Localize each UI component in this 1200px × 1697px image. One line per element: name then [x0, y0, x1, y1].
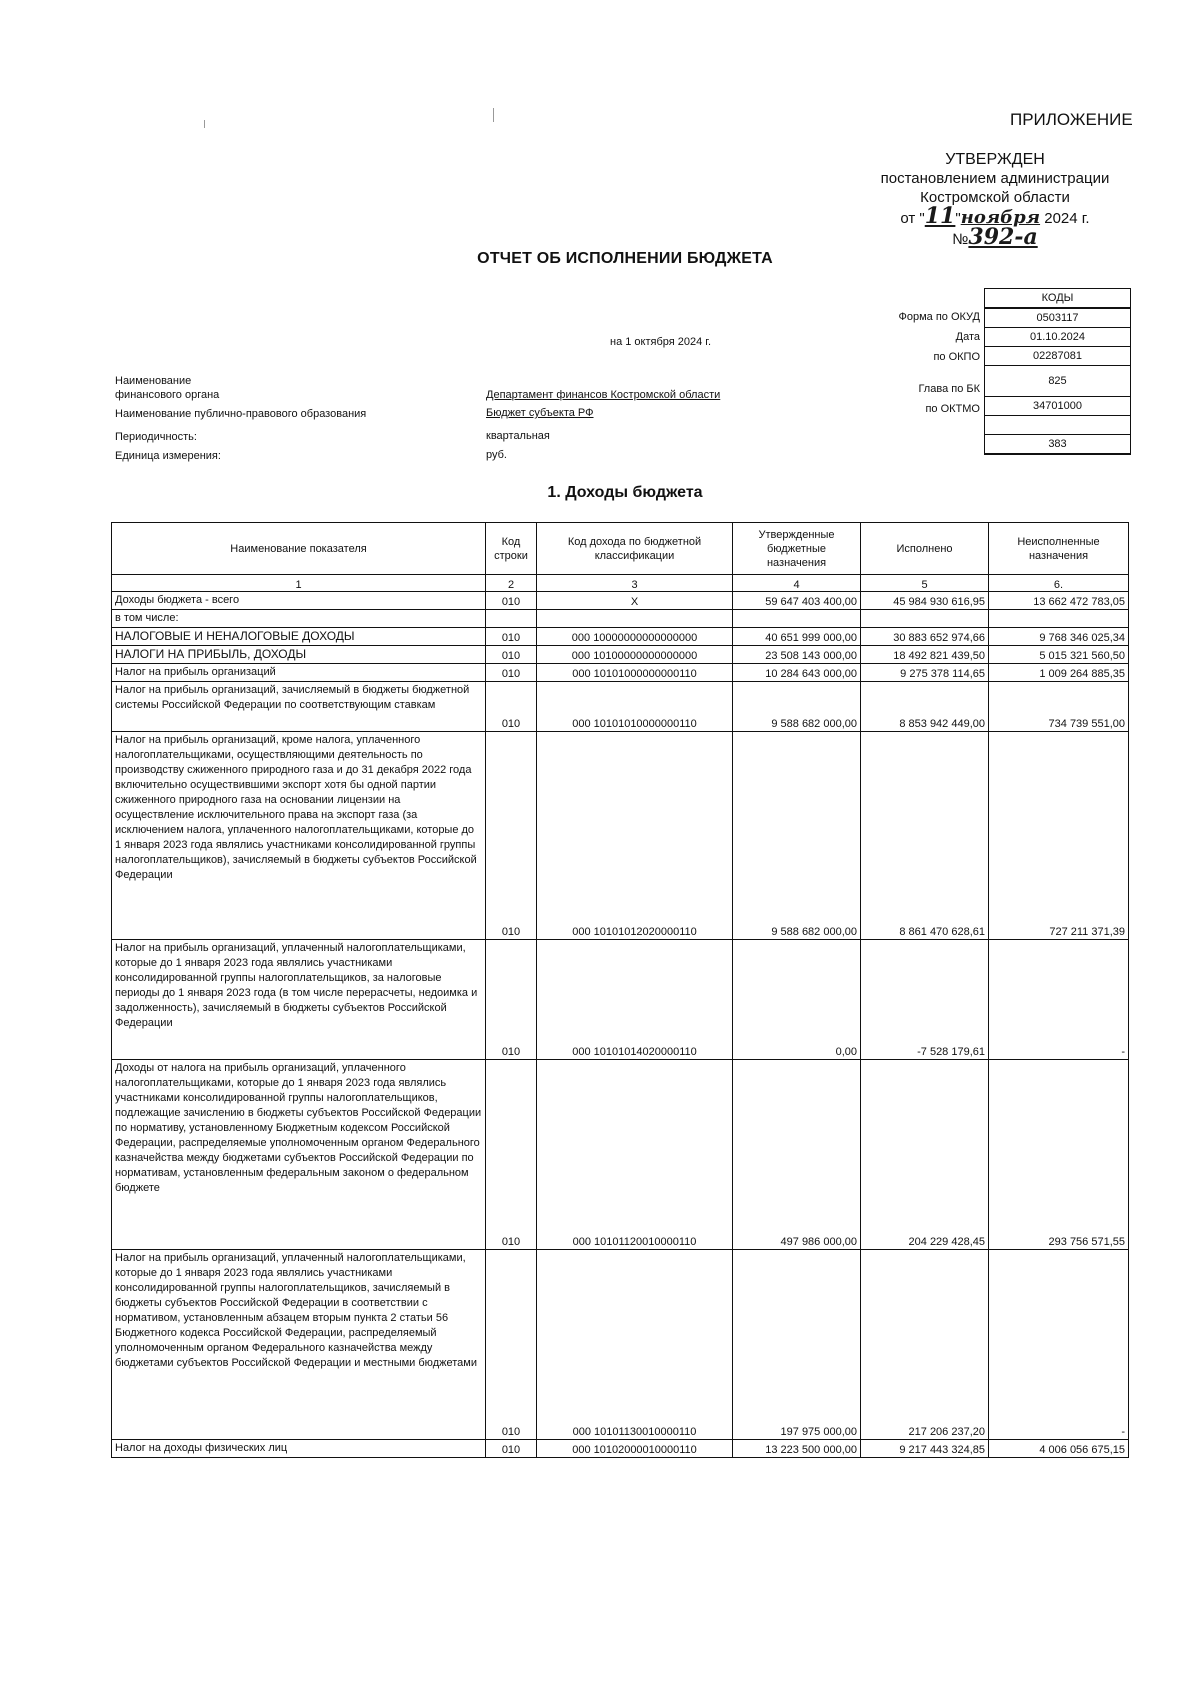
table-row — [112, 940, 1129, 1060]
col-header-approved: Утвержденные бюджетные назначения — [733, 523, 861, 575]
row-line-code: 010 — [486, 940, 537, 1060]
col-header-unexecuted: Неисполненные назначения — [989, 523, 1129, 575]
row-name: в том числе: — [112, 610, 486, 628]
row-unexecuted: 734 739 551,00 — [989, 682, 1129, 732]
unit-label: Единица измерения: — [115, 450, 221, 462]
row-unexecuted: 4 006 056 675,15 — [989, 1440, 1129, 1458]
row-line-code: 010 — [486, 646, 537, 664]
row-name: Налог на прибыль организаций — [112, 664, 486, 682]
fin-body-label — [115, 374, 219, 402]
table-row — [112, 1060, 1129, 1250]
row-name: Налог на прибыль организаций, зачисляемый в бюджеты бюджетной системы Российской Федерации по соответствующим ставкам — [112, 682, 486, 732]
table-row — [112, 682, 1129, 732]
col-number: 4 — [733, 575, 861, 592]
fin-body-label-line2: финансового органа — [115, 389, 220, 401]
col-number: 2 — [486, 575, 537, 592]
section-title: 1. Доходы бюджета — [547, 484, 703, 501]
row-executed: 30 883 652 974,66 — [861, 628, 989, 646]
row-executed: 217 206 237,20 — [861, 1250, 989, 1440]
income-table — [111, 522, 1129, 1458]
code-okpo: 02287081 — [985, 347, 1131, 366]
codes-table — [984, 288, 1131, 455]
table-row — [112, 1440, 1129, 1458]
row-approved: 10 284 643 000,00 — [733, 664, 861, 682]
row-income-code: 000 10101120010000110 — [537, 1060, 733, 1250]
row-name: Налог на прибыль организаций, уплаченный налогоплательщиками, которые до 1 января 2023 года являлись участниками консолидированной группы налогоплательщиков, за налоговые периоды до 1 января 2023 года (в том числе перерасчеты, недоимка и задолженность), зачисляемый в бюджеты субъектов Российской Федерации — [112, 940, 486, 1060]
row-name: НАЛОГОВЫЕ И НЕНАЛОГОВЫЕ ДОХОДЫ — [112, 628, 486, 646]
period-label: Периодичность: — [115, 431, 197, 443]
row-income-code: 000 10101010000000110 — [537, 682, 733, 732]
label-oktmo: по ОКТМО — [925, 403, 980, 415]
handwritten-number: 392-а — [968, 224, 1038, 250]
row-income-code: 000 10101012020000110 — [537, 732, 733, 940]
col-header-code: Код дохода по бюджетной классификации — [537, 523, 733, 575]
row-approved: 9 588 682 000,00 — [733, 682, 861, 732]
col-header-name: Наименование показателя — [112, 523, 486, 575]
handwritten-day: 11 — [924, 203, 956, 229]
scan-artifact — [493, 108, 494, 122]
row-income-code — [537, 610, 733, 628]
row-approved: 497 986 000,00 — [733, 1060, 861, 1250]
row-executed: 9 217 443 324,85 — [861, 1440, 989, 1458]
row-name: Доходы от налога на прибыль организаций, уплаченного налогоплательщиками, которые до 1 января 2023 года являлись участниками консолидированной группы налогоплательщиков, подлежащие зачислению в бюджеты субъектов Российской Федерации по нормативу, установленному Бюджетным кодексом Российской Федерации, распределяемые уполномоченным органом Федерального казначейства между бюджетами субъектов Российской Федерации по нормативам, установленным федеральным законом о федеральном бюджете — [112, 1060, 486, 1250]
unit-value: руб. — [486, 449, 507, 461]
approval-block — [870, 150, 1120, 249]
date-prefix: от " — [900, 210, 925, 227]
row-executed: -7 528 179,61 — [861, 940, 989, 1060]
row-executed: 204 229 428,45 — [861, 1060, 989, 1250]
approved-by-line-2: Костромской области — [920, 189, 1070, 206]
row-unexecuted: 727 211 371,39 — [989, 732, 1129, 940]
row-unexecuted: 293 756 571,55 — [989, 1060, 1129, 1250]
fin-body-label-line1: Наименование — [115, 375, 192, 387]
code-bk: 825 — [985, 366, 1131, 397]
entity-value: Бюджет субъекта РФ — [486, 407, 594, 419]
row-executed — [861, 610, 989, 628]
col-number: 6. — [989, 575, 1129, 592]
table-row — [112, 592, 1129, 610]
row-line-code: 010 — [486, 1250, 537, 1440]
row-approved — [733, 610, 861, 628]
row-unexecuted: 9 768 346 025,34 — [989, 628, 1129, 646]
code-date: 01.10.2024 — [985, 328, 1131, 347]
row-income-code: 000 10000000000000000 — [537, 628, 733, 646]
row-approved: 40 651 999 000,00 — [733, 628, 861, 646]
row-line-code: 010 — [486, 592, 537, 610]
table-row — [112, 732, 1129, 940]
table-row — [112, 610, 1129, 628]
row-unexecuted — [989, 610, 1129, 628]
table-row — [112, 1250, 1129, 1440]
row-income-code: X — [537, 592, 733, 610]
code-okud: 0503117 — [985, 308, 1131, 328]
date-quote: " — [955, 210, 961, 227]
fin-body-value: Департамент финансов Костромской области — [486, 389, 721, 401]
row-name: Налог на прибыль организаций, кроме налога, уплаченного налогоплательщиками, осуществляющими деятельность по производству сжиженного природного газа и до 31 декабря 2022 года включительно осуществившими экспорт хотя бы одной партии сжиженного природного газа на основании лицензии на осуществление исключительного права на экспорт газа (за исключением налога, уплаченного налогоплательщиками, которые до 1 января 2023 года являлись участниками консолидированной группы налогоплательщиков), зачисляемый в бюджеты субъектов Российской Федерации — [112, 732, 486, 940]
table-row — [112, 664, 1129, 682]
entity-label: Наименование публично-правового образования — [115, 408, 367, 420]
row-unexecuted: 5 015 321 560,50 — [989, 646, 1129, 664]
col-number: 3 — [537, 575, 733, 592]
code-unit: 383 — [985, 435, 1131, 455]
row-approved: 0,00 — [733, 940, 861, 1060]
row-unexecuted: 13 662 472 783,05 — [989, 592, 1129, 610]
row-income-code: 000 10100000000000000 — [537, 646, 733, 664]
row-income-code: 000 10101014020000110 — [537, 940, 733, 1060]
row-line-code: 010 — [486, 1440, 537, 1458]
row-line-code: 010 — [486, 664, 537, 682]
row-executed: 18 492 821 439,50 — [861, 646, 989, 664]
label-date: Дата — [955, 331, 980, 343]
row-approved: 197 975 000,00 — [733, 1250, 861, 1440]
row-income-code: 000 10101000000000110 — [537, 664, 733, 682]
row-name: Доходы бюджета - всего — [112, 592, 486, 610]
col-header-line: Код строки — [486, 523, 537, 575]
row-approved: 13 223 500 000,00 — [733, 1440, 861, 1458]
table-row — [112, 646, 1129, 664]
approved-by-line-1: постановлением администрации — [880, 170, 1110, 187]
scan-artifact — [204, 120, 205, 128]
col-number: 1 — [112, 575, 486, 592]
row-income-code: 000 10102000010000110 — [537, 1440, 733, 1458]
row-executed: 8 861 470 628,61 — [861, 732, 989, 940]
code-empty — [985, 416, 1131, 435]
row-name: Налог на прибыль организаций, уплаченный налогоплательщиками, которые до 1 января 2023 года являлись участниками консолидированной группы налогоплательщиков, зачисляемый в бюджеты субъектов Российской Федерации в соответствии с нормативом, установленным абзацем вторым пункта 2 статьи 56 Бюджетного кодекса Российской Федерации, распределяемый уполномоченным органом Федерального казначейства между бюджетами субъектов Российской Федерации и местными бюджетами — [112, 1250, 486, 1440]
code-oktmo: 34701000 — [985, 397, 1131, 416]
row-income-code: 000 10101130010000110 — [537, 1250, 733, 1440]
row-approved: 23 508 143 000,00 — [733, 646, 861, 664]
col-number: 5 — [861, 575, 989, 592]
codes-header: КОДЫ — [985, 289, 1131, 309]
row-line-code: 010 — [486, 628, 537, 646]
row-line-code — [486, 610, 537, 628]
approved-heading: УТВЕРЖДЕН — [945, 151, 1045, 168]
row-name: Налог на доходы физических лиц — [112, 1440, 486, 1458]
row-executed: 45 984 930 616,95 — [861, 592, 989, 610]
col-header-executed: Исполнено — [861, 523, 989, 575]
label-okpo: по ОКПО — [933, 351, 980, 363]
handwritten-month: ноября — [960, 207, 1041, 228]
report-date: на 1 октября 2024 г. — [610, 336, 712, 348]
date-year: 2024 г. № — [952, 210, 1090, 248]
row-name: НАЛОГИ НА ПРИБЫЛЬ, ДОХОДЫ — [112, 646, 486, 664]
row-unexecuted: - — [989, 940, 1129, 1060]
row-line-code: 010 — [486, 1060, 537, 1250]
row-executed: 9 275 378 114,65 — [861, 664, 989, 682]
row-unexecuted: - — [989, 1250, 1129, 1440]
report-title: ОТЧЕТ ОБ ИСПОЛНЕНИИ БЮДЖЕТА — [477, 250, 773, 267]
row-line-code: 010 — [486, 732, 537, 940]
row-approved: 59 647 403 400,00 — [733, 592, 861, 610]
appendix-label: ПРИЛОЖЕНИЕ — [1010, 110, 1133, 129]
table-row — [112, 628, 1129, 646]
approval-date-line — [870, 203, 1120, 250]
row-executed: 8 853 942 449,00 — [861, 682, 989, 732]
label-bk: Глава по БК — [918, 383, 980, 395]
period-value: квартальная — [486, 430, 550, 442]
label-okud: Форма по ОКУД — [898, 311, 980, 323]
row-unexecuted: 1 009 264 885,35 — [989, 664, 1129, 682]
row-line-code: 010 — [486, 682, 537, 732]
row-approved: 9 588 682 000,00 — [733, 732, 861, 940]
